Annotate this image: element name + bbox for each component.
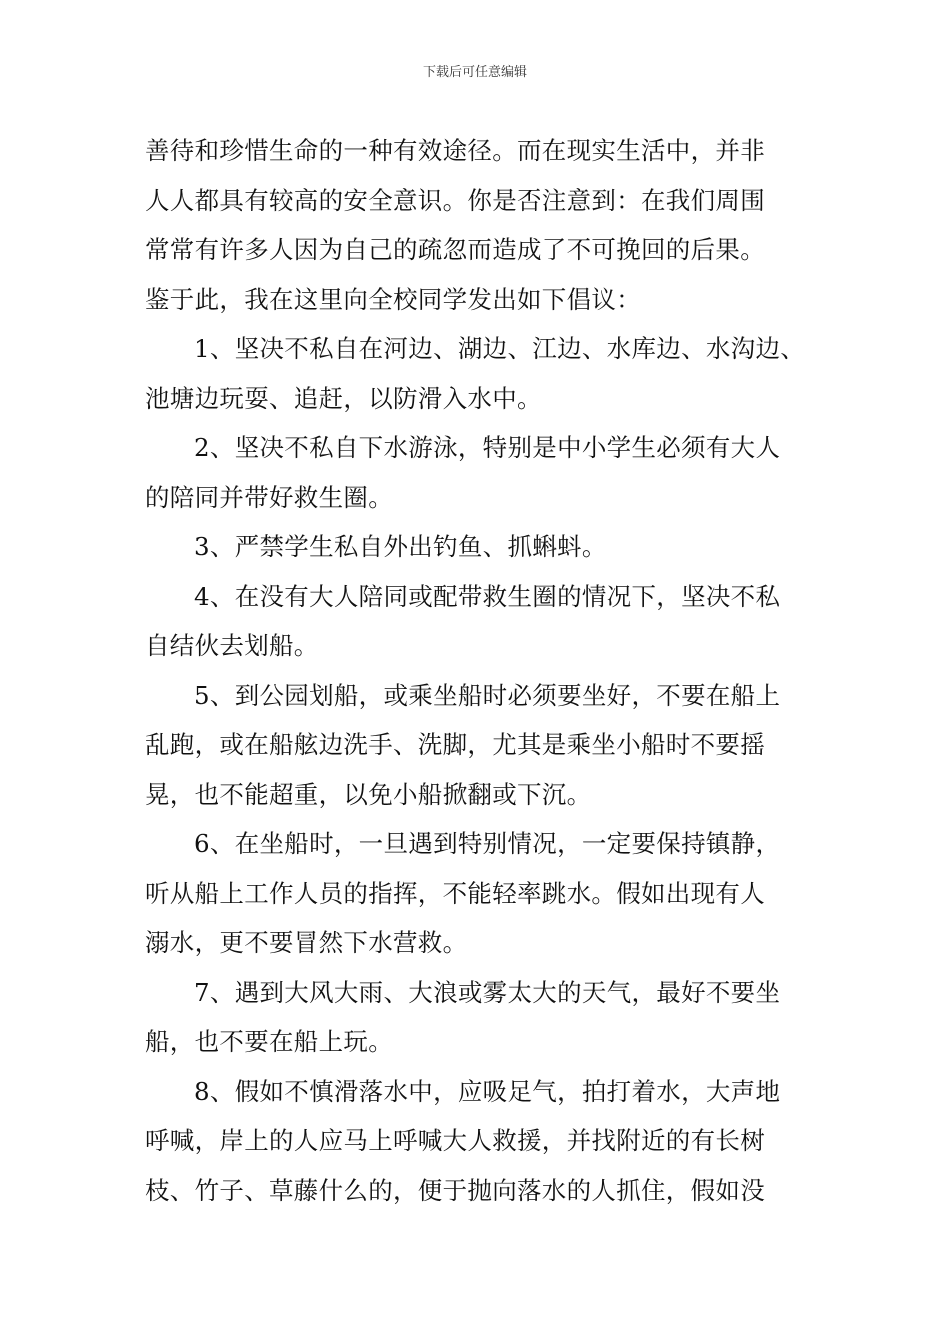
text-line: 呼喊，岸上的人应马上呼喊大人救援，并找附近的有长树	[145, 1126, 765, 1155]
paragraph-first-line: 4、在没有大人陪同或配带救生圈的情况下，坚决不私	[194, 581, 781, 611]
text-line: 善待和珍惜生命的一种有效途径。而在现实生活中，并非	[145, 136, 765, 165]
text-line: 自结伙去划船。	[145, 631, 319, 660]
document-body	[145, 126, 835, 1215]
paragraph-first-line: 8、假如不慎滑落水中，应吸足气，拍打着水，大声地	[194, 1076, 781, 1106]
paragraph-first-line: 7、遇到大风大雨、大浪或雾太大的天气，最好不要坐	[194, 977, 781, 1007]
text-line: 晃，也不能超重，以免小船掀翻或下沉。	[145, 779, 592, 809]
paragraph-first-line: 1、坚决不私自在河边、湖边、江边、水库边、水沟边、	[194, 334, 806, 363]
text-line: 池塘边玩耍、追赶，以防滑入水中。	[145, 383, 542, 413]
text-line: 人人都具有较高的安全意识。你是否注意到：在我们周围	[145, 185, 765, 215]
text-line: 的陪同并带好救生圈。	[145, 482, 393, 512]
paragraph-first-line: 5、到公园划船，或乘坐船时必须要坐好，不要在船上	[194, 680, 781, 710]
text-line: 枝、竹子、草藤什么的，便于抛向落水的人抓住，假如没	[145, 1175, 765, 1205]
text-line: 听从船上工作人员的指挥，不能轻率跳水。假如出现有人	[145, 878, 765, 908]
text-line: 常常有许多人因为自己的疏忽而造成了不可挽回的后果。	[145, 235, 765, 264]
paragraph-first-line: 6、在坐船时，一旦遇到特别情况，一定要保持镇静，	[194, 829, 781, 858]
text-line: 溺水，更不要冒然下水营救。	[145, 928, 468, 957]
page-header: 下载后可任意编辑	[422, 65, 527, 80]
text-line: 船，也不要在船上玩。	[145, 1027, 393, 1056]
paragraph-first-line: 3、严禁学生私自外出钓鱼、抓蝌蚪。	[194, 532, 607, 561]
text-line: 鉴于此，我在这里向全校同学发出如下倡议：	[145, 284, 641, 314]
text-line: 乱跑，或在船舷边洗手、洗脚，尤其是乘坐小船时不要摇	[145, 730, 765, 759]
paragraph-first-line: 2、坚决不私自下水游泳，特别是中小学生必须有大人	[194, 433, 781, 462]
